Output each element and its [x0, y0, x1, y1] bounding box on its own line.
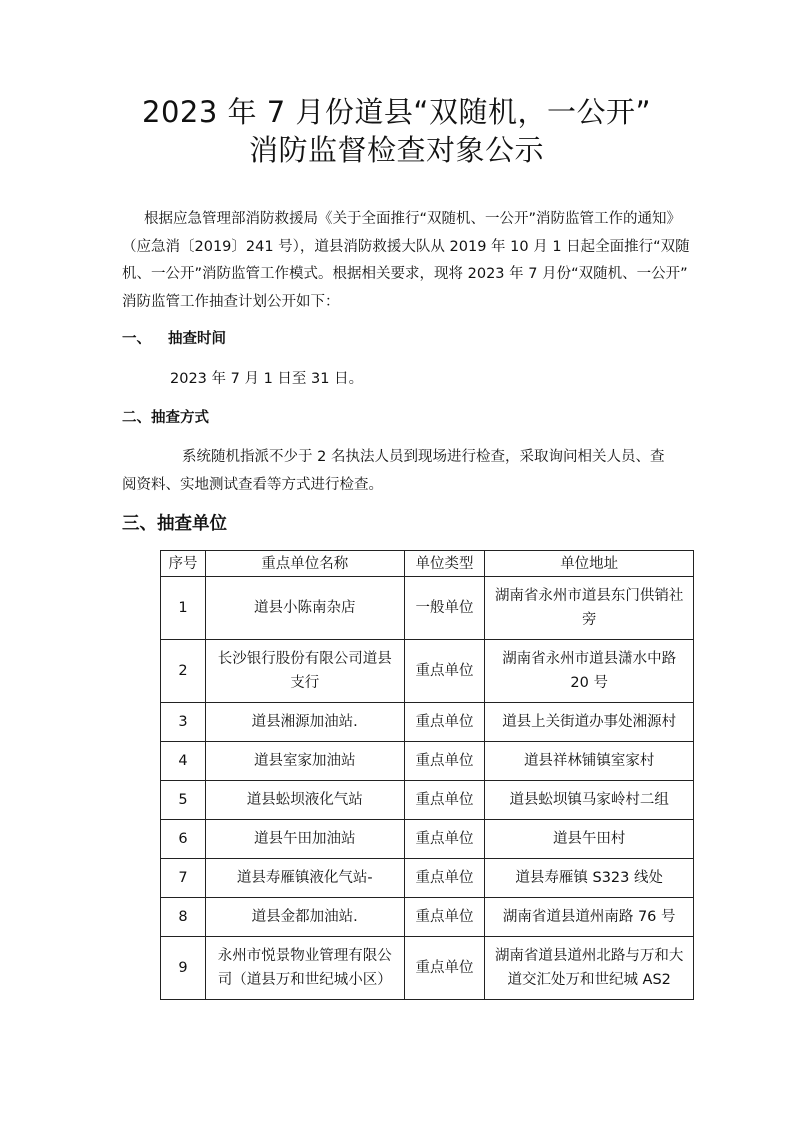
cell-unit-address — [485, 937, 694, 1000]
intro-line-3: 机、一公开”消防监管工作模式。根据相关要求，现将 2023 年 7 月份“双随机、一公开” — [122, 266, 688, 282]
cell-unit-type: 一般单位 — [404, 577, 485, 640]
cell-unit-name — [205, 640, 404, 703]
header-unit-name: 重点单位名称 — [205, 551, 404, 577]
cell-unit-type: 重点单位 — [404, 640, 485, 703]
cell-unit-type: 重点单位 — [404, 703, 485, 742]
cell-unit-type: 重点单位 — [404, 742, 485, 781]
inspection-method-paragraph — [122, 444, 682, 499]
cell-unit-type: 重点单位 — [404, 859, 485, 898]
cell-serial: 7 — [161, 859, 206, 898]
cell-serial: 4 — [161, 742, 206, 781]
cell-serial: 6 — [161, 820, 206, 859]
address-line: 道交汇处万和世纪城 AS2 — [507, 972, 671, 988]
cell-unit-address: 道县上关街道办事处湘源村 — [485, 703, 694, 742]
unit-name-line: 支行 — [290, 675, 320, 691]
cell-unit-type: 重点单位 — [404, 937, 485, 1000]
cell-serial: 1 — [161, 577, 206, 640]
address-line: 湖南省永州市道县潇水中路 — [502, 651, 677, 667]
cell-unit-address: 湖南省道县道州南路 76 号 — [485, 898, 694, 937]
table-header-row — [161, 551, 694, 577]
header-serial: 序号 — [161, 551, 206, 577]
address-line: 20 号 — [570, 675, 608, 691]
cell-serial: 2 — [161, 640, 206, 703]
inspection-units-table — [160, 550, 694, 1000]
table-row — [161, 859, 694, 898]
document-title-line-1: 2023 年 7 月份道县“双随机，一公开” — [142, 95, 651, 129]
cell-serial: 5 — [161, 781, 206, 820]
table-row — [161, 703, 694, 742]
table-row — [161, 742, 694, 781]
method-line-2: 阅资料、实地测试查看等方式进行检查。 — [122, 476, 383, 493]
cell-unit-type: 重点单位 — [404, 781, 485, 820]
cell-unit-address — [485, 577, 694, 640]
unit-name-line: 司（道县万和世纪城小区） — [217, 972, 392, 988]
address-line: 湖南省道县道州北路与万和大 — [494, 948, 684, 964]
table-row — [161, 898, 694, 937]
section-1-number: 一、 — [122, 331, 151, 347]
document-title-line-2: 消防监督检查对象公示 — [248, 133, 544, 167]
cell-unit-name: 道县室家加油站 — [205, 742, 404, 781]
header-unit-type: 单位类型 — [404, 551, 485, 577]
cell-unit-address — [485, 640, 694, 703]
address-line: 湖南省永州市道县东门供销社 — [494, 588, 684, 604]
intro-line-1: 根据应急管理部消防救援局《关于全面推行“双随机、一公开”消防监管工作的通知》 — [144, 211, 682, 227]
table-row — [161, 577, 694, 640]
cell-unit-type: 重点单位 — [404, 898, 485, 937]
table-row — [161, 640, 694, 703]
inspection-time-text: 2023 年 7 月 1 日至 31 日。 — [170, 371, 364, 387]
intro-line-2: （应急消〔2019〕241 号），道县消防救援大队从 2019 年 10 月 1 日起全面推行“双随 — [122, 238, 690, 255]
address-line: 旁 — [581, 612, 597, 628]
cell-unit-address: 道县寿雁镇 S323 线处 — [485, 859, 694, 898]
section-3-heading: 三、抽查单位 — [122, 514, 227, 534]
method-line-1: 系统随机指派不少于 2 名执法人员到现场进行检查，采取询问相关人员、查 — [182, 449, 665, 465]
cell-unit-type: 重点单位 — [404, 820, 485, 859]
cell-unit-address: 道县午田村 — [485, 820, 694, 859]
cell-unit-address: 道县祥林铺镇室家村 — [485, 742, 694, 781]
cell-unit-name: 道县金都加油站. — [205, 898, 404, 937]
cell-serial: 8 — [161, 898, 206, 937]
table-row — [161, 781, 694, 820]
header-unit-address: 单位地址 — [485, 551, 694, 577]
unit-name-line: 长沙银行股份有限公司道县 — [217, 651, 392, 667]
unit-name-line: 道县小陈南杂店 — [253, 600, 356, 616]
cell-unit-name: 道县蚣坝液化气站 — [205, 781, 404, 820]
cell-unit-address: 道县蚣坝镇马家岭村二组 — [485, 781, 694, 820]
table-row — [161, 820, 694, 859]
intro-paragraph — [122, 206, 690, 316]
cell-unit-name — [205, 577, 404, 640]
cell-unit-name: 道县湘源加油站. — [205, 703, 404, 742]
cell-unit-name: 道县寿雁镇液化气站- — [205, 859, 404, 898]
cell-serial: 9 — [161, 937, 206, 1000]
intro-line-4: 消防监管工作抽查计划公开如下： — [122, 293, 340, 310]
section-1-title: 抽查时间 — [168, 331, 226, 347]
section-2-heading: 二、抽查方式 — [122, 410, 209, 426]
unit-name-line: 永州市悦景物业管理有限公 — [217, 948, 392, 964]
section-1-heading — [122, 329, 226, 349]
cell-unit-name: 道县午田加油站 — [205, 820, 404, 859]
table-row — [161, 937, 694, 1000]
cell-unit-name — [205, 937, 404, 1000]
cell-serial: 3 — [161, 703, 206, 742]
